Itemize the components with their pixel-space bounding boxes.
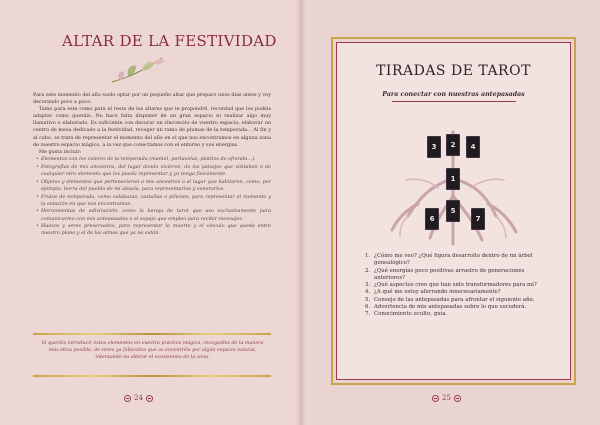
altar-items-list bbox=[37, 156, 271, 237]
tarot-card-2: 2 bbox=[446, 134, 460, 156]
book-gutter bbox=[296, 0, 306, 425]
page-number-right bbox=[432, 394, 461, 402]
list-item: 3. ¿Qué aspectos creo que han sido transformadores para mí? bbox=[365, 282, 537, 289]
tarot-card-4: 4 bbox=[466, 136, 480, 158]
spread-questions bbox=[365, 253, 555, 319]
left-body-text bbox=[33, 92, 271, 237]
tarot-title: TIRADAS DE TAROT bbox=[376, 63, 531, 79]
list-item: 2. ¿Qué energías poco positivas arrastro de generaciones anteriores? bbox=[365, 267, 525, 281]
leaf-sprig-icon bbox=[108, 52, 168, 86]
page-number-left bbox=[124, 394, 153, 402]
yarn-ball-icon bbox=[454, 395, 461, 402]
tarot-spread bbox=[378, 118, 528, 250]
list-item: • Herramientas de adivinación, como la baraja de tarot que uso exclusivamente para comunicarme con mis antepasados o el espejo que empleo para recibir mensajes. bbox=[37, 208, 271, 222]
tarot-card-6: 6 bbox=[425, 208, 439, 230]
tarot-card-1: 1 bbox=[446, 168, 460, 190]
ethics-note: Si queréis introducir estos elementos en vuestra práctica mágica, recogedlos de la manera más ética posible, de seres ya fallecidos que os encontréis por algún espacio natural, intentando no alterar el ecosistema de la zona. bbox=[41, 341, 264, 360]
yarn-ball-icon bbox=[124, 395, 131, 402]
gold-rule-bottom bbox=[33, 375, 271, 377]
list-item: • Huesos y seres preservados, para representar la muerte y el vínculo que queda entre nuestro plano y el de las almas que ya no están. bbox=[37, 223, 271, 237]
gold-rule-top bbox=[33, 333, 271, 335]
list-item: 4. ¿A qué me estoy aferrando innecesariamente? bbox=[365, 289, 501, 296]
tarot-card-3: 3 bbox=[427, 136, 441, 158]
tarot-card-7: 7 bbox=[471, 208, 485, 230]
yarn-ball-icon bbox=[146, 395, 153, 402]
list-item: • Objetos y elementos que pertenecieron a mis ancestros o al lugar que habitaron, como, por ejemplo, tierra del pueblo de mi abuela, para representarlos y venerarlos. bbox=[37, 179, 271, 193]
list-item: 6. Advertencia de mis antepasadas sobre lo que sucederá. bbox=[365, 304, 527, 311]
list-item: • Elementos con los colores de la temporada (mantel, portavelas, platitos de ofrenda…). bbox=[37, 156, 271, 163]
page-number-text: 24 bbox=[134, 394, 143, 402]
paragraph-1: Para este momento del año suelo optar por un pequeño altar que preparo unos días antes y voy decorando poco a poco. bbox=[33, 92, 271, 106]
paragraph-2: Tamo para este como para el resto de los altares que te propondré, recordad que los podéis adaptar como queráis. No hace falta disponer de un gran espacio ni realizar algo muy llamativo o elaborado. Es suficiente con decorar un rinconcito de vuestro espacio, elaborar un centro de mesa dedicado a la festividad, recoger un ramo de plumas de la temporada... Al fin y al cabo, se trata de representar el momento del año en el que nos encontramos en alguna zona de nuestro espacio mágico, a la vez que conectamos con el entorno y sus energías. bbox=[33, 106, 271, 148]
list-item: 1. ¿Cómo me veo? ¿Qué figura desarrollo dentro de mi árbol genealógico? bbox=[365, 253, 533, 267]
yarn-ball-icon bbox=[432, 395, 439, 402]
list-item: • Fotografías de mis ancestros, del lugar donde vivieron, de los paisajes que visitaban o de cualquier otro elemento que los pueda representar y yo tenga físicamente. bbox=[37, 164, 271, 178]
subtitle-underline bbox=[392, 101, 516, 102]
list-item: 5. Consejo de las antepasadas para afrontar el siguiente año. bbox=[365, 296, 535, 303]
tarot-subtitle: Para conectar con nuestras antepasadas bbox=[382, 91, 525, 98]
list-item: • Frutos de temporada, como calabazas, castañas o piñones, para representar el momento y la estación en que nos encontramos. bbox=[37, 194, 271, 208]
paragraph-3: Me gusta incluir: bbox=[39, 148, 82, 155]
left-page-title: ALTAR DE LA FESTIVIDAD bbox=[62, 32, 277, 50]
page-number-text: 25 bbox=[442, 394, 451, 402]
list-item: 7. Conocimiento oculto, guía. bbox=[365, 311, 448, 318]
tarot-card-5: 5 bbox=[446, 200, 460, 222]
